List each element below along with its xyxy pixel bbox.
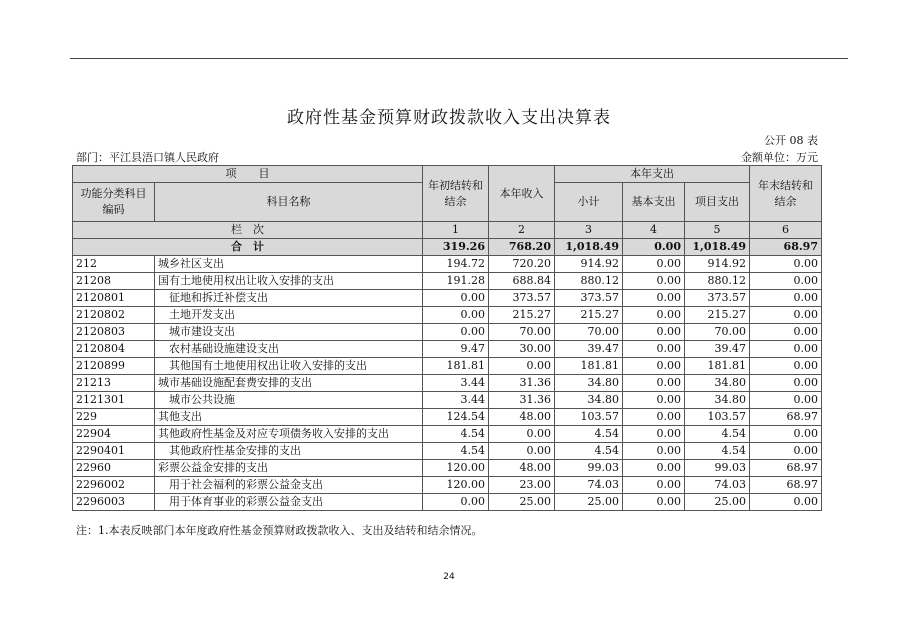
value-cell: 0.00: [623, 341, 685, 358]
page-number: 24: [443, 572, 455, 582]
value-cell: 34.80: [685, 375, 750, 392]
value-cell: 68.97: [750, 409, 822, 426]
value-cell: 70.00: [555, 324, 623, 341]
table-row: [73, 256, 822, 273]
value-cell: 880.12: [555, 273, 623, 290]
header-project: 项目支出: [685, 183, 750, 222]
code-cell: 21213: [73, 375, 155, 392]
header-begin-balance: 年初结转和结余: [423, 166, 489, 222]
column-number: 5: [685, 222, 750, 239]
code-cell: 2290401: [73, 443, 155, 460]
column-number: 6: [750, 222, 822, 239]
table-row: [73, 460, 822, 477]
value-cell: 39.47: [555, 341, 623, 358]
total-cell: 1,018.49: [555, 239, 623, 256]
value-cell: 31.36: [489, 392, 555, 409]
header-code: 功能分类科目编码: [73, 183, 155, 222]
value-cell: 0.00: [623, 307, 685, 324]
value-cell: 70.00: [685, 324, 750, 341]
value-cell: 0.00: [750, 392, 822, 409]
code-cell: 22904: [73, 426, 155, 443]
total-cell: 1,018.49: [685, 239, 750, 256]
value-cell: 68.97: [750, 460, 822, 477]
name-cell: 征地和拆迁补偿支出: [155, 290, 423, 307]
value-cell: 39.47: [685, 341, 750, 358]
value-cell: 4.54: [555, 443, 623, 460]
value-cell: 0.00: [623, 392, 685, 409]
total-label: 合 计: [73, 239, 423, 256]
code-cell: 2121301: [73, 392, 155, 409]
value-cell: 0.00: [623, 290, 685, 307]
header-expense: 本年支出: [555, 166, 750, 183]
value-cell: 0.00: [623, 426, 685, 443]
name-cell: 农村基础设施建设支出: [155, 341, 423, 358]
value-cell: 914.92: [685, 256, 750, 273]
value-cell: 0.00: [623, 494, 685, 511]
value-cell: 120.00: [423, 477, 489, 494]
value-cell: 373.57: [489, 290, 555, 307]
code-cell: 2120899: [73, 358, 155, 375]
value-cell: 0.00: [623, 375, 685, 392]
value-cell: 3.44: [423, 375, 489, 392]
header-subtotal: 小计: [555, 183, 623, 222]
total-cell: 68.97: [750, 239, 822, 256]
header-income: 本年收入: [489, 166, 555, 222]
value-cell: 0.00: [623, 477, 685, 494]
value-cell: 99.03: [555, 460, 623, 477]
value-cell: 74.03: [555, 477, 623, 494]
value-cell: 9.47: [423, 341, 489, 358]
value-cell: 373.57: [685, 290, 750, 307]
code-cell: 2120801: [73, 290, 155, 307]
name-cell: 国有土地使用权出让收入安排的支出: [155, 273, 423, 290]
value-cell: 48.00: [489, 460, 555, 477]
value-cell: 0.00: [489, 426, 555, 443]
header-name: 科目名称: [155, 183, 423, 222]
value-cell: 25.00: [555, 494, 623, 511]
value-cell: 0.00: [750, 494, 822, 511]
value-cell: 181.81: [685, 358, 750, 375]
value-cell: 0.00: [489, 443, 555, 460]
value-cell: 0.00: [623, 358, 685, 375]
value-cell: 0.00: [750, 290, 822, 307]
table-row: [73, 443, 822, 460]
code-cell: 212: [73, 256, 155, 273]
name-cell: 其他政府性基金及对应专项债务收入安排的支出: [155, 426, 423, 443]
header-end-balance: 年末结转和结余: [750, 166, 822, 222]
column-number: 1: [423, 222, 489, 239]
unit-label: 金额单位：万元: [741, 151, 818, 164]
value-cell: 194.72: [423, 256, 489, 273]
value-cell: 688.84: [489, 273, 555, 290]
value-cell: 3.44: [423, 392, 489, 409]
name-cell: 其他政府性基金安排的支出: [155, 443, 423, 460]
value-cell: 215.27: [555, 307, 623, 324]
name-cell: 其他国有土地使用权出让收入安排的支出: [155, 358, 423, 375]
value-cell: 0.00: [750, 358, 822, 375]
value-cell: 0.00: [623, 273, 685, 290]
value-cell: 0.00: [750, 324, 822, 341]
code-cell: 229: [73, 409, 155, 426]
value-cell: 34.80: [555, 392, 623, 409]
value-cell: 0.00: [750, 443, 822, 460]
value-cell: 0.00: [423, 324, 489, 341]
value-cell: 0.00: [750, 341, 822, 358]
value-cell: 0.00: [489, 358, 555, 375]
total-cell: 319.26: [423, 239, 489, 256]
table-row: [73, 392, 822, 409]
value-cell: 34.80: [685, 392, 750, 409]
value-cell: 25.00: [685, 494, 750, 511]
value-cell: 68.97: [750, 477, 822, 494]
page-title: 政府性基金预算财政拨款收入支出决算表: [287, 108, 611, 128]
value-cell: 0.00: [623, 443, 685, 460]
value-cell: 914.92: [555, 256, 623, 273]
footnote: 注：1.本表反映部门本年度政府性基金预算财政拨款收入、支出及结转和结余情况。: [76, 524, 483, 537]
department-label: 部门：平江县浯口镇人民政府: [76, 151, 219, 164]
value-cell: 0.00: [423, 494, 489, 511]
value-cell: 0.00: [750, 256, 822, 273]
table-row: [73, 358, 822, 375]
value-cell: 70.00: [489, 324, 555, 341]
table-row: [73, 341, 822, 358]
budget-table: [72, 165, 822, 511]
header-rule: [70, 58, 848, 59]
value-cell: 99.03: [685, 460, 750, 477]
code-cell: 2296003: [73, 494, 155, 511]
table-row: [73, 426, 822, 443]
value-cell: 880.12: [685, 273, 750, 290]
value-cell: 0.00: [423, 307, 489, 324]
table-row: [73, 307, 822, 324]
value-cell: 4.54: [423, 443, 489, 460]
name-cell: 其他支出: [155, 409, 423, 426]
name-cell: 城市公共设施: [155, 392, 423, 409]
value-cell: 30.00: [489, 341, 555, 358]
header-basic: 基本支出: [623, 183, 685, 222]
value-cell: 181.81: [555, 358, 623, 375]
value-cell: 4.54: [685, 443, 750, 460]
value-cell: 0.00: [623, 324, 685, 341]
name-cell: 城乡社区支出: [155, 256, 423, 273]
value-cell: 31.36: [489, 375, 555, 392]
total-cell: 0.00: [623, 239, 685, 256]
column-label: 栏 次: [73, 222, 423, 239]
name-cell: 用于体育事业的彩票公益金支出: [155, 494, 423, 511]
table-row: [73, 290, 822, 307]
column-number-row: [73, 222, 822, 239]
value-cell: 23.00: [489, 477, 555, 494]
total-cell: 768.20: [489, 239, 555, 256]
value-cell: 0.00: [623, 460, 685, 477]
value-cell: 0.00: [750, 273, 822, 290]
name-cell: 城市建设支出: [155, 324, 423, 341]
value-cell: 0.00: [623, 409, 685, 426]
code-cell: 21208: [73, 273, 155, 290]
value-cell: 4.54: [685, 426, 750, 443]
value-cell: 103.57: [555, 409, 623, 426]
value-cell: 0.00: [750, 307, 822, 324]
value-cell: 124.54: [423, 409, 489, 426]
value-cell: 215.27: [489, 307, 555, 324]
table-row: [73, 494, 822, 511]
code-cell: 2120802: [73, 307, 155, 324]
table-row: [73, 477, 822, 494]
code-cell: 22960: [73, 460, 155, 477]
value-cell: 0.00: [623, 256, 685, 273]
name-cell: 土地开发支出: [155, 307, 423, 324]
table-row: [73, 324, 822, 341]
value-cell: 0.00: [750, 375, 822, 392]
value-cell: 103.57: [685, 409, 750, 426]
value-cell: 0.00: [750, 426, 822, 443]
table-row: [73, 375, 822, 392]
name-cell: 城市基础设施配套费安排的支出: [155, 375, 423, 392]
name-cell: 用于社会福利的彩票公益金支出: [155, 477, 423, 494]
value-cell: 120.00: [423, 460, 489, 477]
value-cell: 25.00: [489, 494, 555, 511]
value-cell: 373.57: [555, 290, 623, 307]
value-cell: 0.00: [423, 290, 489, 307]
value-cell: 4.54: [423, 426, 489, 443]
value-cell: 4.54: [555, 426, 623, 443]
column-number: 4: [623, 222, 685, 239]
name-cell: 彩票公益金安排的支出: [155, 460, 423, 477]
value-cell: 181.81: [423, 358, 489, 375]
table-row: [73, 273, 822, 290]
code-cell: 2296002: [73, 477, 155, 494]
total-row: [73, 239, 822, 256]
value-cell: 34.80: [555, 375, 623, 392]
table-row: [73, 409, 822, 426]
value-cell: 720.20: [489, 256, 555, 273]
form-number: 公开 08 表: [764, 134, 818, 147]
value-cell: 215.27: [685, 307, 750, 324]
value-cell: 191.28: [423, 273, 489, 290]
code-cell: 2120804: [73, 341, 155, 358]
value-cell: 48.00: [489, 409, 555, 426]
header-item: 项 目: [73, 166, 423, 183]
value-cell: 74.03: [685, 477, 750, 494]
column-number: 2: [489, 222, 555, 239]
code-cell: 2120803: [73, 324, 155, 341]
column-number: 3: [555, 222, 623, 239]
